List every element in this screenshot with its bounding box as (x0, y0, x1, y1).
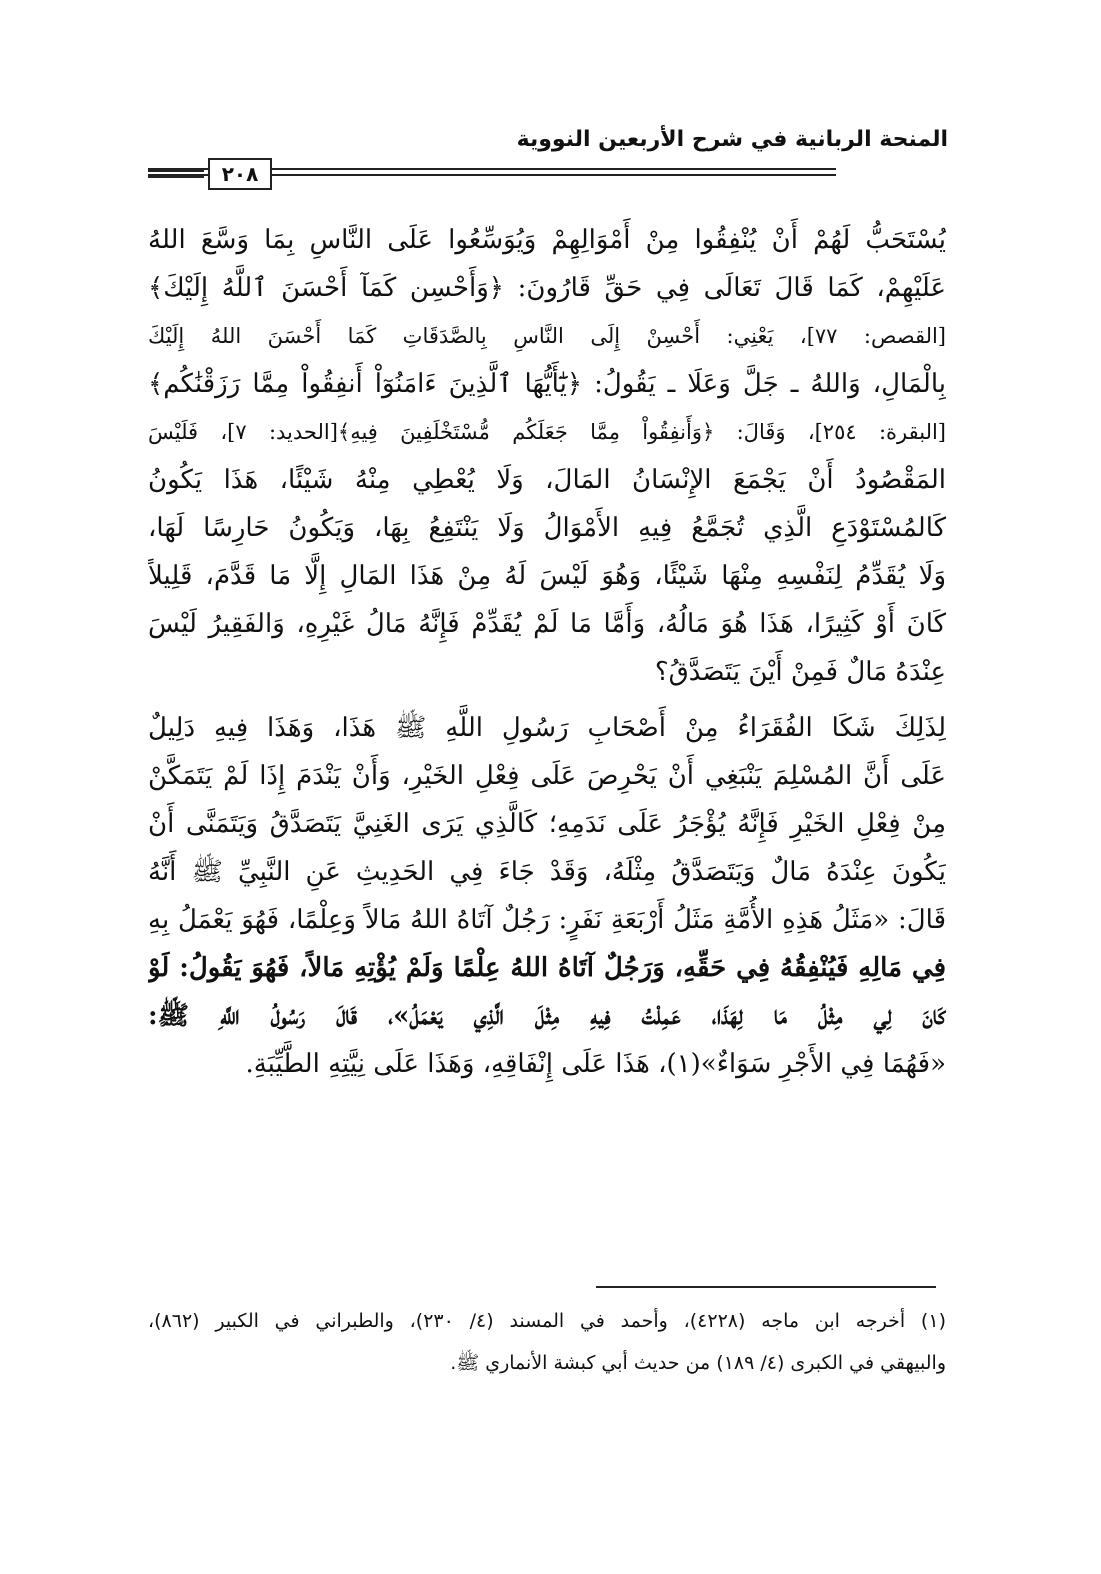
page-number: ٢٠٨ (208, 158, 272, 190)
text-line: لِذَلِكَ شَكَا الفُقَرَاءُ مِنْ أَصْحَابِ رَسُولِ اللَّهِ ﷺ هَذَا، وَهَذَا فِيهِ دَلِيلٌ (148, 713, 946, 743)
text-line: كَانَ أَوْ كَثِيرًا، هَذَا هُوَ مَالُهُ، وَأَمَّا مَا لَمْ يُقَدِّمْ فَإِنَّهُ مَالُ غَيْرِهِ، وَالفَقِيرُ لَيْسَ (148, 609, 946, 639)
text-line: عَلَى أَنَّ المُسْلِمَ يَنْبَغِي أَنْ يَحْرِصَ عَلَى فِعْلِ الخَيْرِ، وَأَنْ يَنْدَمَ إِذَا لَمْ يَتَمَكَّنْ (148, 761, 946, 791)
text-line: بِالْمَالِ، وَاللهُ ـ جَلَّ وَعَلَا ـ يَقُولُ: ﴿يَٰٓأَيُّهَا ٱلَّذِينَ ءَامَنُوٓاْ أَنفِقُواْ مِمَّا رَزَقْنَٰكُم﴾ (148, 369, 946, 399)
text-line: يُسْتَحَبُّ لَهُمْ أَنْ يُنْفِقُوا مِنْ أَمْوَالِهِمْ وَيُوَسِّعُوا عَلَى النَّاسِ بِمَا وَسَّعَ اللهُ (148, 225, 946, 255)
text-line: [البقرة: ٢٥٤]، وَقَالَ: ﴿وَأَنفِقُواْ مِمَّا جَعَلَكُم مُّسْتَخْلَفِينَ فِيهِ﴾[الحديد: ٧]، فَلَيْسَ (148, 420, 946, 444)
hadith-line: قَالَ: «مَثَلُ هَذِهِ الأُمَّةِ مَثَلُ أَرْبَعَةِ نَفَرٍ: رَجُلٌ آتَاهُ اللهُ مَالاً وَعِلْمًا، فَهُوَ يَعْمَلُ بِهِ (148, 905, 946, 935)
main-text (148, 216, 946, 1088)
text-line: وَلَا يُقَدِّمُ لِنَفْسِهِ مِنْهَا شَيْئًا، وَهُوَ لَيْسَ لَهُ مِنْ هَذَا المَالِ إِلَّا مَا قَدَّمَ، قَلِيلاً (148, 561, 946, 591)
running-header (148, 124, 948, 184)
book-title: المنحة الربانية في شرح الأربعين النووية (516, 127, 948, 152)
text-line: عَلَيْهِمْ، كَمَا قَالَ تَعَالَى فِي حَقِّ قَارُونَ: ﴿وَأَحْسِن كَمَآ أَحْسَنَ ٱللَّهُ إِلَيْكَ﴾ (148, 273, 946, 303)
footnote-line: والبيهقي في الكبرى (٤/ ١٨٩) من حديث أبي كبشة الأنماري ﷺ. (450, 1352, 946, 1374)
page-number-rule (148, 170, 204, 178)
hadith-line: «فَهُمَا فِي الأَجْرِ سَوَاءٌ»(١)، هَذَا عَلَى إِنْفَاقِهِ، وَهَذَا عَلَى نِيَّتِهِ الطَّيِّبَةِ. (245, 1049, 946, 1079)
text-line: عِنْدَهُ مَالٌ فَمِنْ أَيْنَ يَتَصَدَّقُ؟ (654, 657, 946, 687)
text-line: المَقْصُودُ أَنْ يَجْمَعَ الإِنْسَانُ المَالَ، وَلَا يُعْطِي مِنْهُ شَيْئًا، هَذَا يَكُونُ (148, 465, 946, 495)
footnotes (148, 1300, 946, 1384)
text-line: يَكُونَ عِنْدَهُ مَالٌ وَيَتَصَدَّقُ مِثْلَهُ، وَقَدْ جَاءَ فِي الحَدِيثِ عَنِ النَّبِيِّ ﷺ أَنَّهُ (148, 857, 946, 887)
text-line: مِنْ فِعْلِ الخَيْرِ فَإِنَّهُ يُؤْجَرُ عَلَى نَدَمِهِ؛ كَالَّذِي يَرَى الغَنِيَّ يَتَصَدَّقُ وَيَتَمَنَّى أَنْ (148, 809, 946, 839)
footnote-line: (١) أخرجه ابن ماجه (٤٢٢٨)، وأحمد في المسند (٤/ ٢٣٠)، والطبراني في الكبير (٨٦٢)، (148, 1310, 946, 1332)
paragraph-gap (148, 696, 946, 704)
text-line: كَالمُسْتَوْدَعِ الَّذِي تُجَمَّعُ فِيهِ الأَمْوَالُ وَلَا يَنْتَفِعُ بِهَا، وَيَكُونُ حَارِسًا لَهَا، (148, 513, 946, 543)
footnote-separator (596, 1286, 936, 1288)
hadith-line: كَانَ لِي مِثْلُ مَا لِهَذَا، عَمِلْتُ فِيهِ مِثْلَ الَّذِي يَعْمَلُ»، قَالَ رَسُولُ اللَّهِ ﷺ: (148, 1001, 946, 1031)
hadith-line: فِي مَالِهِ فَيُنْفِقُهُ فِي حَقِّهِ، وَرَجُلٌ آتَاهُ اللهُ عِلْمًا وَلَمْ يُؤْتِهِ مَالاً، فَهُوَ يَقُولُ: لَوْ (148, 953, 946, 983)
text-line: [القصص: ٧٧]، يَعْنِي: أَحْسِنْ إِلَى النَّاسِ بِالصَّدَقَاتِ كَمَا أَحْسَنَ اللهُ إِلَيْكَ (148, 324, 946, 348)
